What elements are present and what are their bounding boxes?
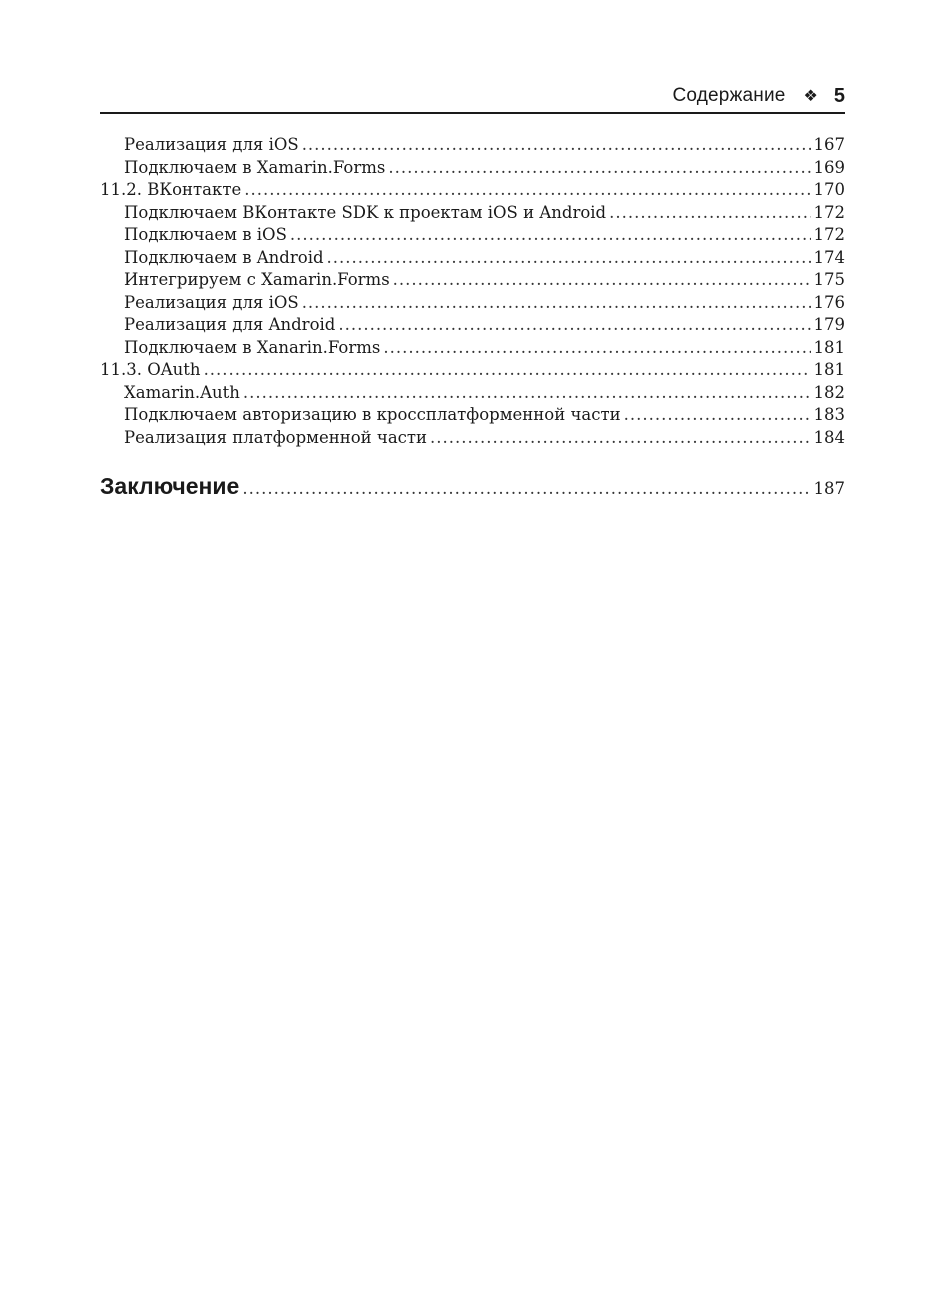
dot-leader — [242, 474, 810, 501]
toc-entry-page: 175 — [813, 270, 845, 289]
toc-entry-page: 170 — [813, 180, 845, 199]
toc-entry — [100, 292, 845, 315]
dot-leader — [327, 247, 811, 270]
toc-entry-page: 176 — [813, 292, 845, 312]
header-section-title: Содержание — [672, 85, 786, 106]
dot-leader — [383, 337, 810, 360]
toc-entry-label: Подключаем в Android — [124, 247, 324, 267]
toc-entry-label: Подключаем авторизацию в кроссплатформенной части — [124, 405, 621, 424]
dot-leader — [393, 269, 811, 292]
toc-entry — [100, 314, 845, 337]
toc-section-entry — [100, 179, 845, 202]
toc-entry — [100, 134, 845, 157]
toc-entry-page: 183 — [813, 405, 845, 424]
toc-entry-label: Подключаем в Xamarin.Forms — [124, 157, 386, 177]
dot-leader — [290, 224, 811, 247]
toc-entry — [100, 269, 845, 292]
table-of-contents — [100, 134, 845, 501]
toc-entry-page: 184 — [813, 427, 845, 447]
toc-chapter-page: 187 — [813, 479, 845, 498]
toc-entry-page: 167 — [813, 135, 845, 154]
toc-entry — [100, 404, 845, 427]
toc-entry — [100, 337, 845, 360]
toc-entry — [100, 224, 845, 247]
dot-leader — [302, 134, 811, 157]
toc-entry-page: 181 — [813, 360, 845, 379]
running-header — [100, 80, 845, 114]
toc-entry-page: 172 — [813, 202, 845, 222]
toc-entry-label: Интегрируем с Xamarin.Forms — [124, 270, 390, 289]
dot-leader — [609, 202, 810, 225]
toc-entry-label: Подключаем в iOS — [124, 225, 287, 244]
toc-entry — [100, 382, 845, 405]
toc-entry-page: 172 — [813, 225, 845, 244]
toc-entry-label: Реализация платформенной части — [124, 427, 428, 447]
toc-entry-label: Xamarin.Auth — [124, 382, 240, 402]
dot-leader — [302, 292, 811, 315]
dot-leader — [244, 179, 810, 202]
dot-leader — [624, 404, 811, 427]
dot-leader — [388, 157, 810, 180]
toc-entry-label: Реализация для Android — [124, 315, 336, 334]
header-page-number: 5 — [833, 84, 845, 107]
dot-leader — [338, 314, 810, 337]
toc-entry-label: Реализация для iOS — [124, 135, 299, 154]
toc-entry-page: 179 — [813, 315, 845, 334]
toc-entry-label: Подключаем в Xanarin.Forms — [124, 337, 381, 357]
toc-entry-page: 182 — [813, 382, 845, 402]
toc-chapter-entry — [100, 471, 845, 501]
toc-entry — [100, 202, 845, 225]
toc-chapter-label: Заключение — [100, 473, 240, 499]
dot-leader — [430, 427, 810, 450]
toc-entry-label: Реализация для iOS — [124, 292, 299, 312]
toc-entry-page: 181 — [813, 337, 845, 357]
toc-entry — [100, 247, 845, 270]
toc-entry — [100, 157, 845, 180]
toc-entry-label: 11.3. OAuth — [100, 360, 201, 379]
toc-section-entry — [100, 359, 845, 382]
diamond-ornament-icon: ❖ — [803, 88, 818, 105]
dot-leader — [243, 382, 811, 405]
toc-entry-page: 174 — [813, 247, 845, 267]
dot-leader — [204, 359, 811, 382]
toc-entry — [100, 427, 845, 450]
toc-entry-label: Подключаем ВКонтакте SDK к проектам iOS и Android — [124, 202, 607, 222]
toc-entry-label: 11.2. ВКонтакте — [100, 180, 242, 199]
toc-entry-page: 169 — [813, 157, 845, 177]
